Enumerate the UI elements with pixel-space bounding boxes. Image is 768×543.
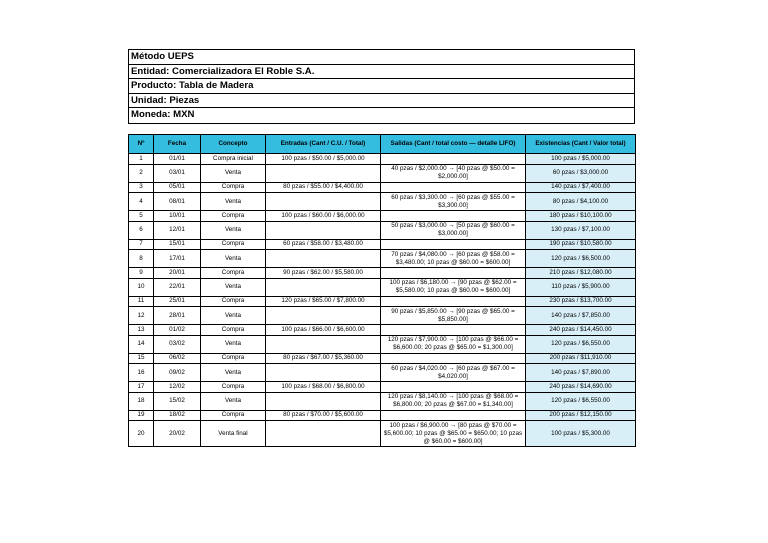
cell-number: 4: [129, 193, 154, 211]
table-row: [129, 154, 636, 165]
cell-date: 03/01: [154, 164, 201, 182]
table-row: [129, 221, 636, 239]
table-row: [129, 392, 636, 410]
cell-entries: 80 pzas / $55.00 / $4,400.00: [266, 182, 381, 193]
document-header: [128, 49, 635, 124]
cell-entries: [266, 364, 381, 382]
cell-entries: [266, 193, 381, 211]
cell-number: 14: [129, 335, 154, 353]
cell-entries: 90 pzas / $62.00 / $5,580.00: [266, 268, 381, 279]
cell-concept: Compra: [201, 211, 266, 222]
cell-concept: Venta: [201, 164, 266, 182]
cell-stock: 120 pzas / $6,550.00: [526, 392, 636, 410]
cell-date: 06/02: [154, 353, 201, 364]
cell-exits: 120 pzas / $8,140.00 → [100 pzas @ $68.00 = $6,800.00; 20 pzas @ $67.00 = $1,340.00]: [381, 392, 526, 410]
cell-concept: Compra: [201, 325, 266, 336]
table-row: [129, 239, 636, 250]
cell-stock: 210 pzas / $12,080.00: [526, 268, 636, 279]
inventory-ledger-table: [128, 134, 636, 447]
cell-stock: 110 pzas / $5,900.00: [526, 278, 636, 296]
cell-exits: [381, 239, 526, 250]
cell-exits: [381, 410, 526, 421]
cell-concept: Compra: [201, 410, 266, 421]
cell-entries: [266, 335, 381, 353]
cell-entries: [266, 164, 381, 182]
cell-number: 13: [129, 325, 154, 336]
cell-date: 01/01: [154, 154, 201, 165]
cell-concept: Compra: [201, 382, 266, 393]
cell-date: 18/02: [154, 410, 201, 421]
cell-entries: [266, 221, 381, 239]
cell-date: 01/02: [154, 325, 201, 336]
cell-exits: 60 pzas / $3,300.00 → [60 pzas @ $55.00 = $3,300.00]: [381, 193, 526, 211]
cell-date: 09/02: [154, 364, 201, 382]
cell-exits: 40 pzas / $2,000.00 → [40 pzas @ $50.00 = $2,000.00]: [381, 164, 526, 182]
cell-number: 1: [129, 154, 154, 165]
header-currency: Moneda: MXN: [131, 109, 195, 121]
cell-stock: 60 pzas / $3,000.00: [526, 164, 636, 182]
cell-stock: 120 pzas / $6,550.00: [526, 335, 636, 353]
header-product: Producto: Tabla de Madera: [129, 79, 634, 94]
cell-stock: 190 pzas / $10,580.00: [526, 239, 636, 250]
cell-concept: Compra: [201, 296, 266, 307]
cell-number: 5: [129, 211, 154, 222]
cell-number: 9: [129, 268, 154, 279]
header-method: Método UEPS: [129, 50, 634, 65]
cell-concept: Venta: [201, 193, 266, 211]
table-body: [129, 154, 636, 447]
cell-number: 18: [129, 392, 154, 410]
cell-stock: 200 pzas / $12,150.00: [526, 410, 636, 421]
cell-date: 22/01: [154, 278, 201, 296]
table-header-row: [129, 135, 636, 154]
cell-concept: Compra: [201, 353, 266, 364]
header-entity: Entidad: Comercializadora El Roble S.A.: [129, 65, 634, 80]
cell-date: 28/01: [154, 307, 201, 325]
cell-stock: 230 pzas / $13,700.00: [526, 296, 636, 307]
cell-date: 20/02: [154, 421, 201, 447]
cell-exits: [381, 353, 526, 364]
table-row: [129, 382, 636, 393]
cell-concept: Venta: [201, 364, 266, 382]
table-row: [129, 296, 636, 307]
col-header-stock: Existencias (Cant / Valor total): [526, 135, 636, 154]
cell-number: 8: [129, 250, 154, 268]
col-header-concept: Concepto: [201, 135, 266, 154]
cell-entries: 100 pzas / $68.00 / $6,800.00: [266, 382, 381, 393]
cell-concept: Venta: [201, 392, 266, 410]
cell-concept: Venta: [201, 335, 266, 353]
cell-exits: 120 pzas / $7,900.00 → [100 pzas @ $66.00 = $6,600.00; 20 pzas @ $65.00 = $1,300.00]: [381, 335, 526, 353]
table-row: [129, 364, 636, 382]
cell-exits: [381, 182, 526, 193]
cell-stock: 240 pzas / $14,690.00: [526, 382, 636, 393]
cell-number: 2: [129, 164, 154, 182]
cell-exits: [381, 154, 526, 165]
cell-number: 11: [129, 296, 154, 307]
cell-exits: 100 pzas / $6,900.00 → [80 pzas @ $70.00 = $5,600.00; 10 pzas @ $65.00 = $650.00; 10 pzas @ $60.00 = $600.00]: [381, 421, 526, 447]
header-unit: Unidad: Piezas: [129, 94, 634, 109]
cell-date: 25/01: [154, 296, 201, 307]
cell-concept: Compra: [201, 268, 266, 279]
table-row: [129, 307, 636, 325]
cell-entries: [266, 307, 381, 325]
table-row: [129, 182, 636, 193]
cell-number: 7: [129, 239, 154, 250]
cell-concept: Compra inicial: [201, 154, 266, 165]
table-row: [129, 268, 636, 279]
table-row: [129, 421, 636, 447]
cell-stock: 100 pzas / $5,000.00: [526, 154, 636, 165]
cell-number: 3: [129, 182, 154, 193]
cell-number: 17: [129, 382, 154, 393]
table-row: [129, 335, 636, 353]
cell-concept: Compra: [201, 182, 266, 193]
cell-entries: [266, 421, 381, 447]
cell-concept: Compra: [201, 239, 266, 250]
cell-stock: 240 pzas / $14,450.00: [526, 325, 636, 336]
cell-date: 12/01: [154, 221, 201, 239]
cell-entries: 80 pzas / $67.00 / $5,360.00: [266, 353, 381, 364]
cell-concept: Venta final: [201, 421, 266, 447]
cell-entries: [266, 392, 381, 410]
cell-date: 20/01: [154, 268, 201, 279]
cell-stock: 80 pzas / $4,100.00: [526, 193, 636, 211]
cell-date: 03/02: [154, 335, 201, 353]
table-row: [129, 278, 636, 296]
col-header-number: Nº: [129, 135, 154, 154]
cell-entries: 80 pzas / $70.00 / $5,600.00: [266, 410, 381, 421]
cell-stock: 200 pzas / $11,910.00: [526, 353, 636, 364]
cell-exits: [381, 382, 526, 393]
col-header-date: Fecha: [154, 135, 201, 154]
cell-exits: 50 pzas / $3,000.00 → [50 pzas @ $60.00 = $3,000.00]: [381, 221, 526, 239]
cell-entries: 100 pzas / $60.00 / $6,000.00: [266, 211, 381, 222]
col-header-entries: Entradas (Cant / C.U. / Total): [266, 135, 381, 154]
cell-stock: 130 pzas / $7,100.00: [526, 221, 636, 239]
cell-date: 17/01: [154, 250, 201, 268]
table-row: [129, 211, 636, 222]
cell-number: 15: [129, 353, 154, 364]
cell-stock: 140 pzas / $7,890.00: [526, 364, 636, 382]
cell-date: 12/02: [154, 382, 201, 393]
cell-entries: 100 pzas / $66.00 / $6,600.00: [266, 325, 381, 336]
cell-number: 16: [129, 364, 154, 382]
cell-stock: 140 pzas / $7,400.00: [526, 182, 636, 193]
table-row: [129, 410, 636, 421]
cell-exits: [381, 296, 526, 307]
cell-date: 10/01: [154, 211, 201, 222]
table-row: [129, 353, 636, 364]
table-row: [129, 193, 636, 211]
col-header-exits: Salidas (Cant / total costo — detalle LIFO): [381, 135, 526, 154]
cell-number: 10: [129, 278, 154, 296]
cell-number: 12: [129, 307, 154, 325]
cell-entries: 100 pzas / $50.00 / $5,000.00: [266, 154, 381, 165]
cell-stock: 100 pzas / $5,300.00: [526, 421, 636, 447]
cell-exits: 70 pzas / $4,080.00 → [60 pzas @ $58.00 = $3,480.00; 10 pzas @ $60.00 = $600.00]: [381, 250, 526, 268]
cell-entries: [266, 250, 381, 268]
cell-date: 15/01: [154, 239, 201, 250]
cell-stock: 120 pzas / $6,500.00: [526, 250, 636, 268]
cell-exits: [381, 268, 526, 279]
cell-date: 08/01: [154, 193, 201, 211]
cell-exits: 100 pzas / $6,180.00 → [90 pzas @ $62.00 = $5,580.00; 10 pzas @ $60.00 = $600.00]: [381, 278, 526, 296]
cell-date: 05/01: [154, 182, 201, 193]
cell-number: 19: [129, 410, 154, 421]
cell-concept: Venta: [201, 307, 266, 325]
table-row: [129, 250, 636, 268]
table-row: [129, 325, 636, 336]
cell-stock: 180 pzas / $10,100.00: [526, 211, 636, 222]
cell-stock: 140 pzas / $7,850.00: [526, 307, 636, 325]
cell-entries: [266, 278, 381, 296]
cell-exits: [381, 211, 526, 222]
cell-concept: Venta: [201, 250, 266, 268]
cell-number: 6: [129, 221, 154, 239]
cell-exits: 90 pzas / $5,850.00 → [90 pzas @ $65.00 = $5,850.00]: [381, 307, 526, 325]
cell-concept: Venta: [201, 221, 266, 239]
cell-entries: 120 pzas / $65.00 / $7,800.00: [266, 296, 381, 307]
table-row: [129, 164, 636, 182]
cell-exits: 60 pzas / $4,020.00 → [60 pzas @ $67.00 = $4,020.00]: [381, 364, 526, 382]
cell-entries: 60 pzas / $58.00 / $3,480.00: [266, 239, 381, 250]
cell-date: 15/02: [154, 392, 201, 410]
cell-concept: Venta: [201, 278, 266, 296]
cell-number: 20: [129, 421, 154, 447]
cell-exits: [381, 325, 526, 336]
